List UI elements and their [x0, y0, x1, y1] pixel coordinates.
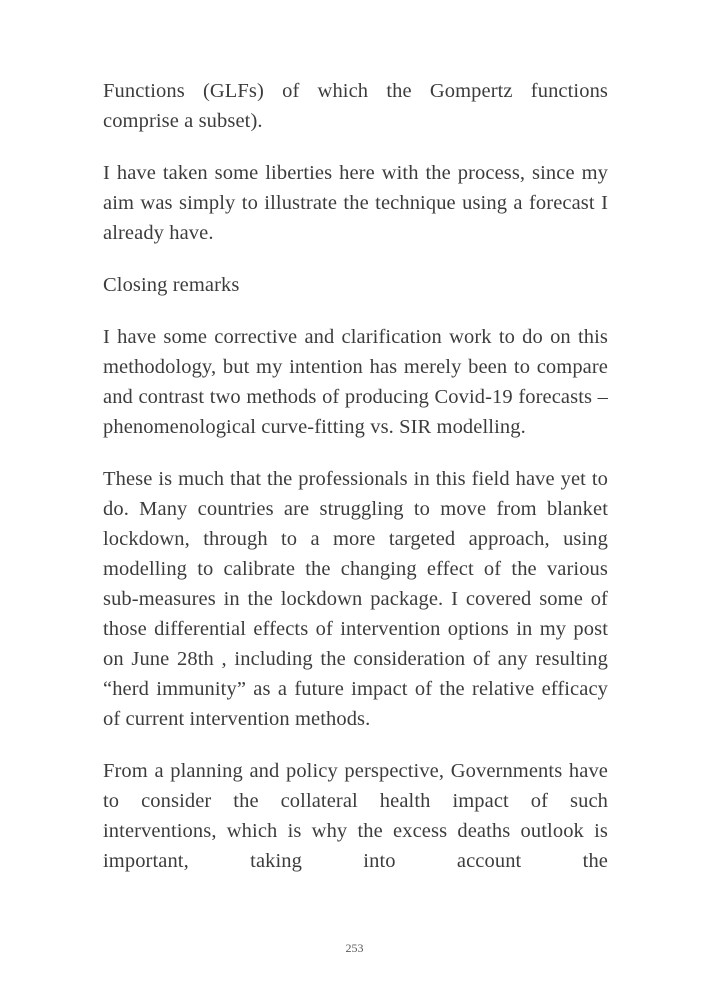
paragraph: Functions (GLFs) of which the Gompertz functions comprise a subset).	[103, 80, 608, 132]
paragraph: I have some corrective and clarification work to do on this methodology, but my intention has merely been to compare and contrast two methods of producing Covid-19 forecasts – phenomenological curve-fitting vs. SIR modelling.	[103, 326, 608, 438]
page-number: 253	[345, 941, 364, 955]
paragraph: I have taken some liberties here with the process, since my aim was simply to illustrate the technique using a forecast I already have.	[103, 162, 608, 244]
paragraph: From a planning and policy perspective, Governments have to consider the collateral health impact of such interventions, which is why the excess deaths outlook is important, taking into account the	[103, 760, 608, 872]
page-body	[103, 76, 608, 898]
paragraph: These is much that the professionals in this field have yet to do. Many countries are struggling to move from blanket lockdown, through to a more targeted approach, using modelling to calibrate the changing effect of the various sub-measures in the lockdown package. I covered some of those differential effects of intervention options in my post on June 28th , including the consideration of any resulting “herd immunity” as a future impact of the relative efficacy of current intervention methods.	[103, 468, 608, 730]
closing-remarks-heading: Closing remarks	[103, 274, 240, 296]
